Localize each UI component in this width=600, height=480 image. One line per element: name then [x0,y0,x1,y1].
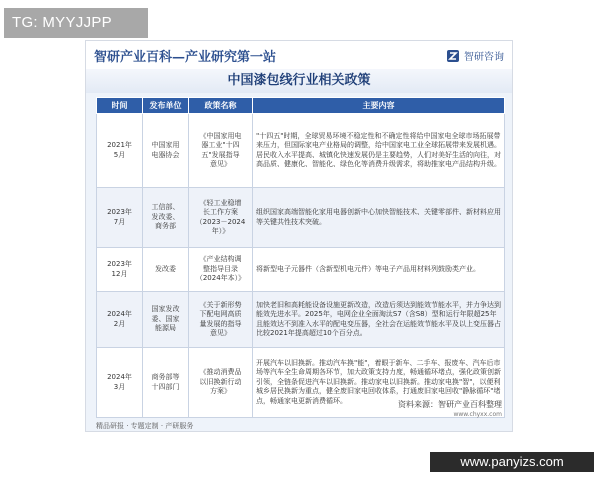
cell-publisher: 工信部、 发改委、 商务部 [143,188,189,248]
cell-policy: 《产业结构调 整指导目录 （2024年本）》 [189,248,253,292]
cell-time: 2023年 12月 [97,248,143,292]
table-row [97,188,505,248]
brand-logo-icon [446,49,460,63]
table-row [97,114,505,188]
cell-content: 将新型电子元器件（含新型机电元件）等电子产品用材料列鼓励类产业。 [253,248,505,292]
watermark-url: www.panyizs.com [430,452,594,472]
cell-time: 2023年 7月 [97,188,143,248]
brand-name: 智研咨询 [464,52,504,63]
cell-content: "十四五"时期，全球贸易环境不稳定性和不确定性将给中国家电全球市场拓展带来压力，但国际家电产业格局的调整，给中国家电工业全球拓展带来发展机遇。居民收入水平提高、城镇化快速发展仍是主要趋势，人们对美好生活的向往，对高品质、健康化、智能化、绿色化等消费升级需求，将助推家电产品结构升级。 [253,114,505,188]
table-header-row [97,98,505,114]
column-header-content: 主要内容 [253,98,505,114]
cell-time: 2021年 5月 [97,114,143,188]
cell-time: 2024年 2月 [97,292,143,348]
cell-publisher: 发改委 [143,248,189,292]
cell-content: 组织国家高端智能化家用电器创新中心加快智能技术、关键零部件、新材料应用等关键共性技术突破。 [253,188,505,248]
cell-content: 加快老旧和高耗能设备设施更新改造，改造后须达到能效节能水平，并力争达到能效先进水平。2025年，电网企业全面淘汰S7（含S8）型和运行年限超25年且能效达不到准入水平的配电变压器，全社会在运能效节能水平及以上变压器占比较2021年提高超过10个百分点。 [253,292,505,348]
cell-content: 开展汽车以旧换新。推动汽车换"能"，着眼于新车、二手车、报废车、汽车后市场等汽车全生命周期各环节，加大政策支持力度，畅通循环堵点，强化政策创新引领，全链条促进汽车以旧换新。推动家电以旧换新。推动家电换"智"，以便利城乡居民换新为重点，健全废旧家电回收体系，打通废旧家电回收"静脉循环"堵点，畅通家电更新消费循环。 [253,348,505,418]
cell-publisher: 商务部等 十四部门 [143,348,189,418]
top-bar [86,41,512,69]
policy-card [85,40,513,432]
card-footer [86,395,512,432]
table-row [97,292,505,348]
cell-policy: 《中国家用电 器工业"十四 五"发展指导 意见》 [189,114,253,188]
table-row [97,248,505,292]
tg-badge: TG: MYYJJPP [4,8,148,38]
cell-publisher: 国家发改 委、国家 能源局 [143,292,189,348]
cell-policy: 《关于新形势 下配电网高质 量发展的指导 意见》 [189,292,253,348]
column-header-publisher: 发布单位 [143,98,189,114]
cell-publisher: 中国家用 电器协会 [143,114,189,188]
source-note: 资料来源：智研产业百科整理 [398,400,502,409]
column-header-policy: 政策名称 [189,98,253,114]
site-title: 智研产业百科—产业研究第一站 [94,50,277,65]
source-site: www.chyxx.com [453,411,502,418]
cell-time: 2024年 3月 [97,348,143,418]
services-line: 精品研报 · 专题定制 · 产研服务 [96,422,194,430]
cell-policy: 《轻工业稳增 长工作方案 （2023－2024 年）》 [189,188,253,248]
cell-policy: 《推动消费品 以旧换新行动 方案》 [189,348,253,418]
policy-table [96,97,505,418]
column-header-time: 时间 [97,98,143,114]
table-title: 中国漆包线行业相关政策 [86,69,512,93]
brand [446,48,504,63]
